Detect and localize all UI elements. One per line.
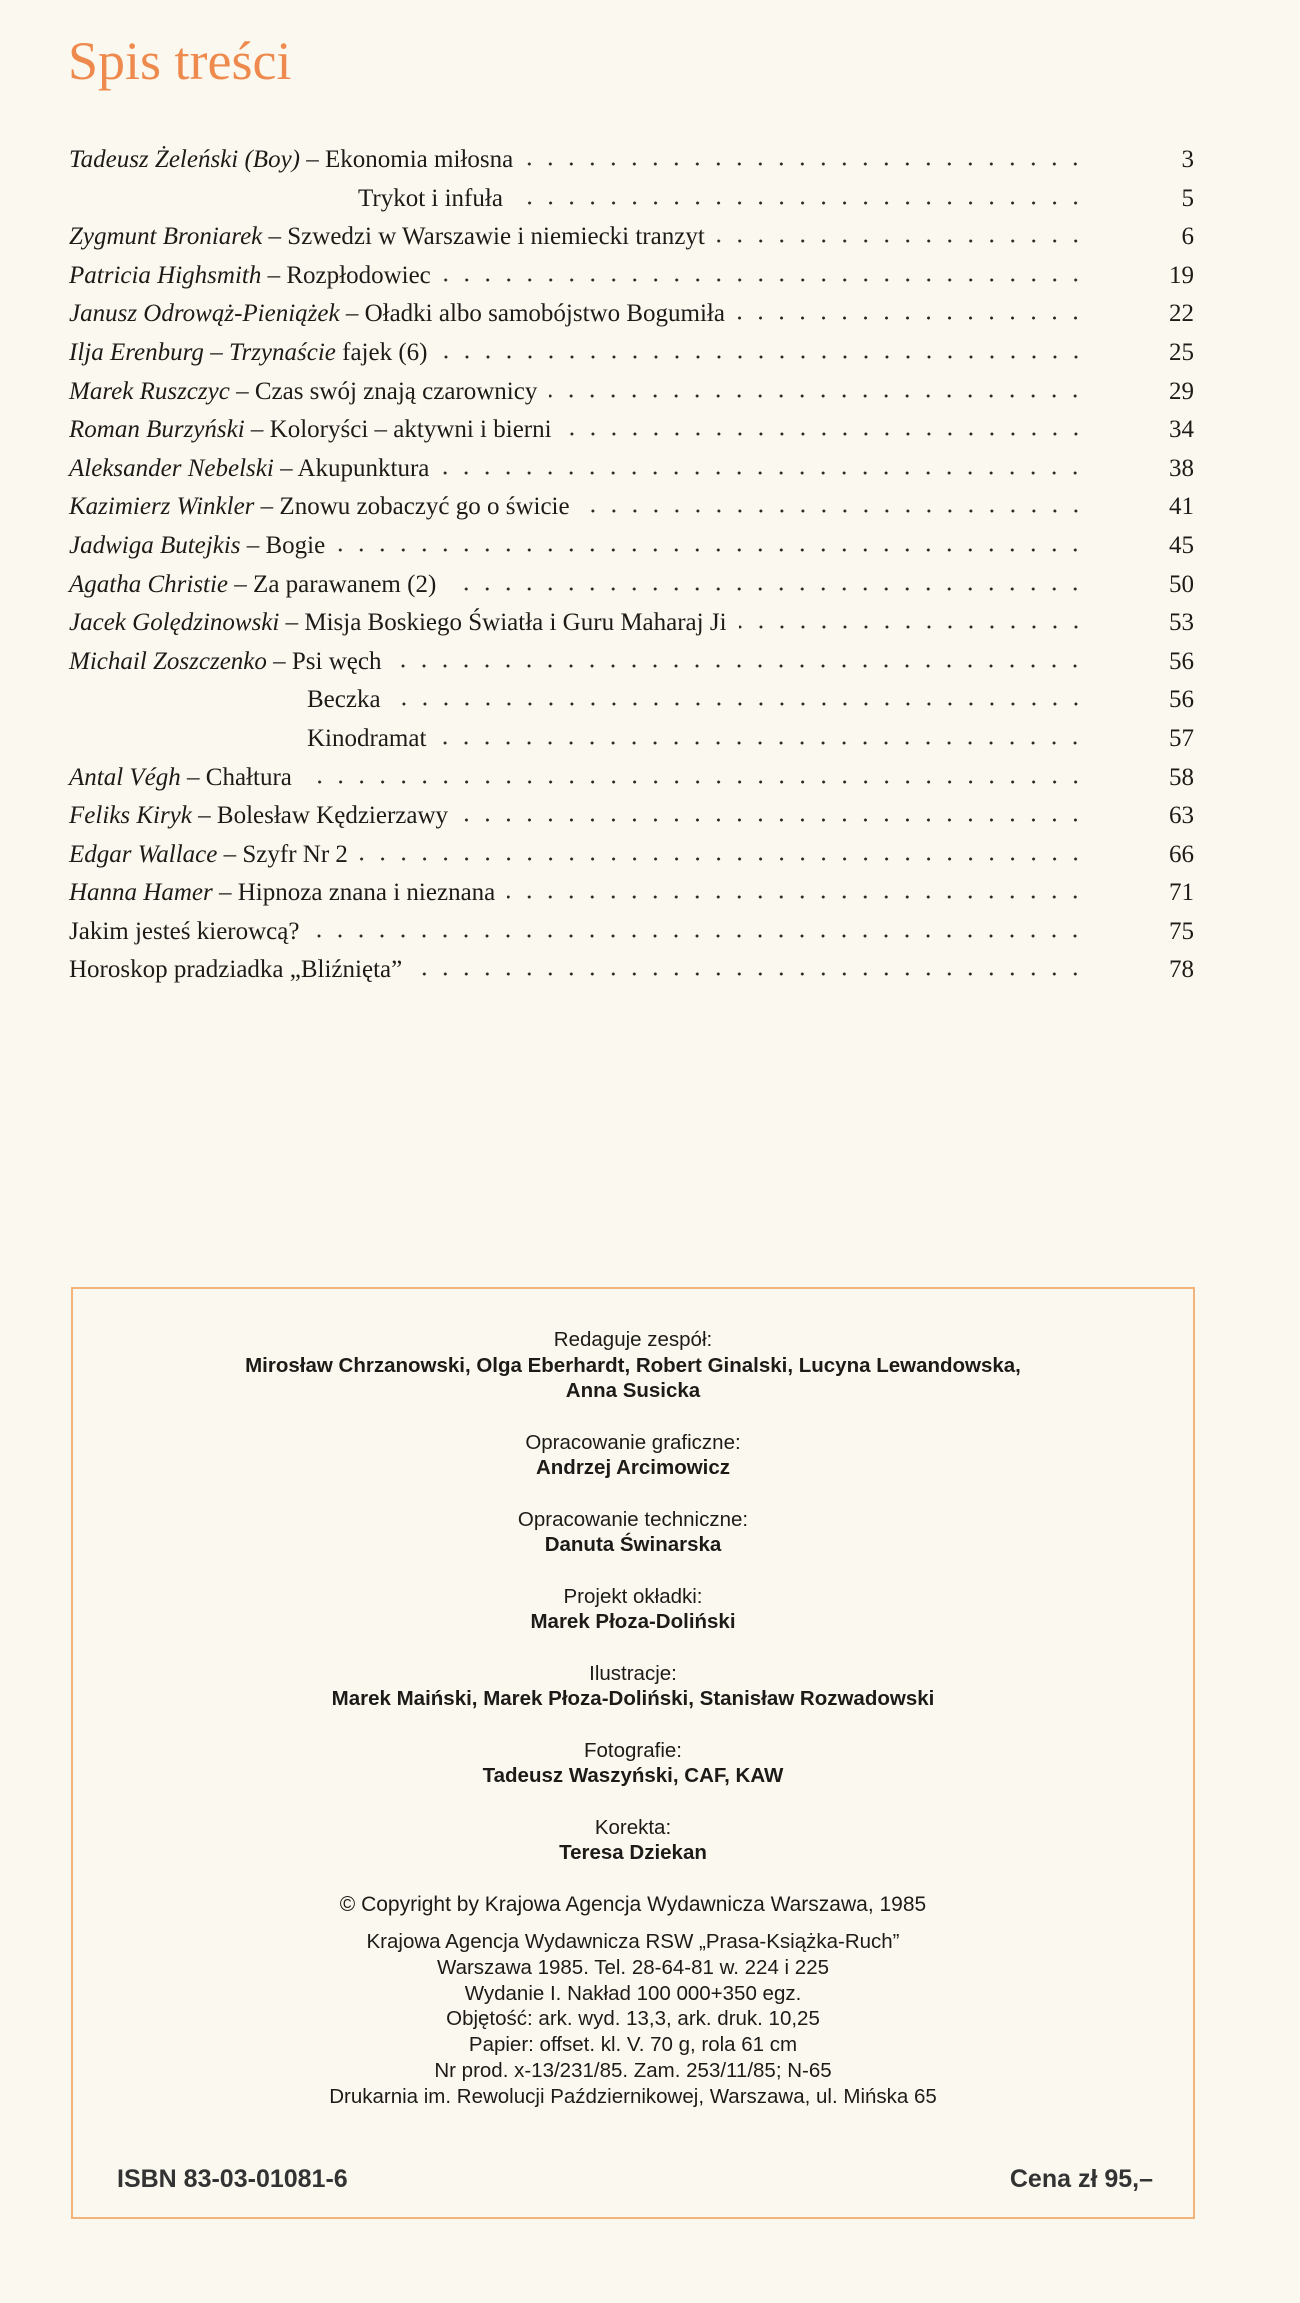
toc-work: Akupunktura [297,454,430,482]
dot-leader [304,779,1086,785]
credit-group [73,1815,1193,1866]
toc-dash: – [240,531,266,559]
toc-author: Patricia Highsmith [69,261,262,289]
toc-title [69,918,299,946]
toc-work: Bogie [265,531,326,559]
toc-entry [69,262,1194,301]
price: Cena zł 95,– [1009,2165,1153,2193]
dot-leader [414,971,1086,977]
toc-author: Jadwiga Butejkis [69,531,241,559]
credit-label: Projekt okładki: [563,1584,703,1608]
toc-work: Czas swój znają czarownicy [254,377,538,405]
toc-work: Psi węch [291,647,382,675]
credit-label: Korekta: [594,1815,672,1839]
toc-page-number: 45 [1169,531,1194,559]
toc-work: Szwedzi w Warszawie i niemiecki tranzyt [287,223,705,251]
credit-names: Marek Maiński, Marek Płoza-Doliński, Stanisław Rozwadowski [331,1687,935,1710]
toc-author: Tadeusz Żeleński (Boy) [69,146,300,173]
toc-title [69,532,325,560]
dot-leader [739,624,1086,630]
toc-title [69,571,436,599]
toc-page-number: 25 [1169,338,1194,366]
toc-page-number: 56 [1169,647,1194,675]
toc-title [69,841,348,869]
credit-group [73,1327,1193,1404]
credit-names: Anna Susicka [565,1379,701,1402]
toc-title [69,300,725,328]
toc-dash: – [229,377,255,405]
colophon-box [71,1287,1195,2219]
toc-dash: – [212,879,238,907]
toc-dash: – [217,840,243,868]
toc-title [69,185,503,213]
dot-leader [448,586,1086,592]
toc-title [69,262,431,290]
toc-work: Znowu zobaczyć go o świcie [279,493,570,521]
dot-leader [525,161,1086,167]
credit-group [73,1738,1193,1789]
toc-work: Oładki albo samobójstwo Bogumiła [364,300,725,328]
toc-page-number: 22 [1169,300,1194,328]
toc-author: Michail Zoszczenko [69,647,267,675]
toc-dash: – [279,609,305,637]
toc-title [69,493,570,521]
toc-author: Roman Burzyński [69,416,245,444]
toc-entry [69,648,1194,687]
toc-author: Agatha Christie [69,570,229,598]
credits [73,1327,1193,2110]
toc-title [69,455,429,483]
toc-entry [69,146,1194,185]
toc-title [69,764,292,792]
dot-leader [311,933,1086,939]
toc-dash: – [273,454,298,482]
dot-leader [737,315,1086,321]
toc-author: Janusz Odrowąż-Pieniążek [69,300,340,328]
toc-title [69,802,448,830]
toc-page-number: 75 [1169,917,1194,945]
toc-work: Beczka [307,686,381,714]
imprint-block [73,1929,1193,2110]
dot-leader [460,817,1086,823]
dot-leader [564,431,1086,437]
dot-leader [515,200,1086,206]
dot-leader [582,508,1086,514]
toc-author: Ilja Erenburg [69,338,204,366]
toc-entry [69,609,1194,648]
imprint-line: Objętość: ark. wyd. 13,3, ark. druk. 10,25 [446,2007,820,2031]
toc-entry [69,879,1194,918]
toc-author: Kazimierz Winkler [69,493,255,521]
credit-names: Tadeusz Waszyński, CAF, KAW [482,1764,784,1787]
credit-label: Opracowanie techniczne: [517,1507,749,1531]
copyright: © Copyright by Krajowa Agencja Wydawnicza Warszawa, 1985 [339,1892,927,1916]
toc-author: Aleksander Nebelski [69,454,274,482]
toc-entry [69,725,1194,764]
toc-title [69,879,495,907]
toc-work: Rozpłodowiec [286,261,431,289]
toc-page-number: 5 [1181,184,1194,212]
toc-author: Feliks Kiryk [69,802,192,830]
imprint-line: Nr prod. x-13/231/85. Zam. 253/11/85; N-65 [434,2058,832,2082]
toc-page-number: 29 [1169,377,1194,405]
toc-author: Edgar Wallace [69,840,218,868]
imprint-line: Krajowa Agencja Wydawnicza RSW „Prasa-Książka-Ruch” [366,1930,900,1953]
dot-leader [393,701,1086,707]
toc-dash: – [228,570,254,598]
toc-page-number: 63 [1169,802,1194,830]
credit-label: Fotografie: [584,1738,682,1762]
toc-work: Misja Boskiego Światła i Guru Maharaj Ji [304,609,727,637]
toc-title [69,339,428,367]
toc-entry [69,956,1194,995]
toc-work: Chałtura [205,763,292,791]
imprint-line: Drukarnia im. Rewolucji Październikowej, Warszawa, ul. Mińska 65 [329,2084,937,2108]
toc-work: Jakim jesteś kierowcą? [69,917,300,945]
toc-work: Kinodramat [307,724,427,752]
toc-title [69,725,426,753]
credit-names: Danuta Świnarska [544,1533,722,1556]
dot-leader [717,238,1086,244]
toc-title [69,223,705,251]
credit-names: Teresa Dziekan [559,1841,707,1864]
dot-leader [337,547,1086,553]
toc-entry [69,686,1194,725]
isbn: ISBN 83-03-01081-6 [117,2165,348,2193]
toc-dash: – [244,416,270,444]
toc-entry [69,339,1194,378]
toc-work: Trykot i infuła [358,184,503,212]
credit-names: Mirosław Chrzanowski, Olga Eberhardt, Robert Ginalski, Lucyna Lewandowska, [245,1353,1021,1377]
toc-page-number: 41 [1169,493,1194,521]
dot-leader [393,663,1086,669]
toc-page-number: 34 [1169,416,1194,444]
toc-dash: – [180,763,206,791]
toc-page-number: 58 [1169,763,1194,791]
credit-names: Andrzej Arcimowicz [535,1456,731,1479]
toc-entry [69,841,1194,880]
credit-group [73,1507,1193,1558]
toc-entry [69,918,1194,957]
toc-page-number: 53 [1169,609,1194,637]
credit-label: Redaguje zespół: [553,1328,713,1351]
imprint-line: Warszawa 1985. Tel. 28-64-81 w. 224 i 225 [436,1955,829,1979]
toc-work-italic: Trzynaście [228,338,336,366]
toc-page-number: 57 [1169,724,1194,752]
credit-names: Marek Płoza-Doliński [530,1610,736,1633]
toc-title [69,146,513,174]
toc-title [69,648,381,676]
table-of-contents [69,146,1194,995]
toc-page-number: 6 [1181,223,1194,251]
toc-author: Marek Ruszczyc [69,377,230,405]
toc-entry [69,802,1194,841]
page-title: Spis treści [68,31,292,91]
toc-page-number: 71 [1169,879,1194,907]
toc-page-number: 38 [1169,454,1194,482]
toc-entry [69,185,1194,224]
toc-work: Horoskop pradziadka „Bliźnięta” [69,956,403,984]
toc-work: Ekonomia miłosna [325,146,514,173]
credit-group [73,1430,1193,1481]
toc-entry [69,493,1194,532]
toc-page-number: 56 [1169,686,1194,714]
toc-work: Bolesław Kędzierzawy [216,802,449,830]
toc-entry [69,300,1194,339]
toc-work: Hipnoza znana i nieznana [237,879,496,907]
credit-group [73,1584,1193,1635]
toc-work: Szyfr Nr 2 [242,840,348,868]
toc-entry [69,416,1194,455]
toc-dash: – [261,261,287,289]
toc-page-number: 50 [1169,570,1194,598]
toc-dash: – [262,223,288,251]
dot-leader [438,740,1086,746]
toc-work: Koloryści – aktywni i bierni [269,416,552,444]
toc-title [69,416,552,444]
toc-entry [69,764,1194,803]
toc-author: Jacek Golędzinowski [69,609,280,637]
toc-entry [69,378,1194,417]
toc-title [69,378,537,406]
toc-page-number: 66 [1169,840,1194,868]
toc-author: Hanna Hamer [69,879,213,907]
toc-dash: – [254,493,280,521]
toc-entry [69,571,1194,610]
credit-group [73,1661,1193,1712]
toc-entry [69,532,1194,571]
toc-dash: – [339,300,365,328]
toc-dash: – [300,146,325,173]
toc-dash: – [191,802,217,830]
toc-entry [69,223,1194,262]
credit-label: Opracowanie graficzne: [525,1430,741,1454]
dot-leader [507,894,1086,900]
credit-label: Ilustracje: [589,1661,677,1685]
toc-author: Antal Végh [69,763,181,791]
dot-leader [360,856,1086,862]
dot-leader [440,354,1086,360]
dot-leader [441,470,1086,476]
toc-dash: – [203,338,229,366]
imprint-line: Wydanie I. Nakład 100 000+350 egz. [464,1981,802,2005]
toc-page-number: 78 [1169,956,1194,984]
imprint-line: Papier: offset. kl. V. 70 g, rola 61 cm [468,2033,798,2057]
dot-leader [549,393,1086,399]
toc-title [69,956,402,984]
toc-title [69,609,727,637]
toc-dash: – [266,647,292,675]
toc-page-number: 3 [1181,146,1194,173]
toc-entry [69,455,1194,494]
toc-page-number: 19 [1169,261,1194,289]
toc-author: Zygmunt Broniarek [69,223,263,251]
toc-title [69,686,381,714]
dot-leader [443,277,1086,283]
toc-work: fajek (6) [342,338,428,366]
toc-work: Za parawanem (2) [253,570,437,598]
